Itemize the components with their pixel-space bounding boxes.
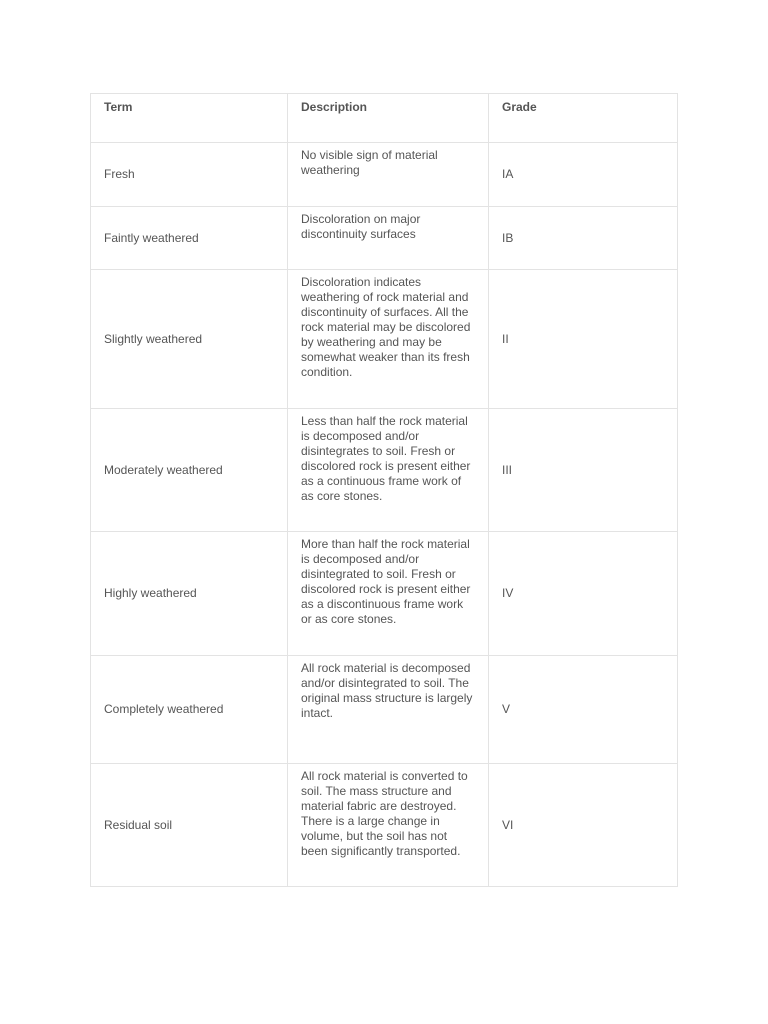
grade-cell: IA (489, 143, 678, 207)
table-row (91, 409, 678, 532)
term-cell: Completely weathered (91, 656, 288, 764)
table-row (91, 532, 678, 656)
grade-cell: IB (489, 207, 678, 270)
description-cell: More than half the rock material is decomposed and/or disintegrated to soil. Fresh or discolored rock is present either as a discontinuous frame work or as core stones. (288, 532, 489, 656)
table-row (91, 207, 678, 270)
description-cell: All rock material is decomposed and/or disintegrated to soil. The original mass structure is largely intact. (288, 656, 489, 764)
grade-cell: IV (489, 532, 678, 656)
header-term: Term (91, 94, 288, 143)
term-cell: Highly weathered (91, 532, 288, 656)
table-header-row (91, 94, 678, 143)
grade-cell: V (489, 656, 678, 764)
grade-cell: III (489, 409, 678, 532)
header-description: Description (288, 94, 489, 143)
header-grade: Grade (489, 94, 678, 143)
table-row (91, 143, 678, 207)
term-cell: Faintly weathered (91, 207, 288, 270)
term-cell: Slightly weathered (91, 270, 288, 409)
grade-cell: II (489, 270, 678, 409)
table-row (91, 656, 678, 764)
weathering-grade-table (90, 93, 678, 887)
term-cell: Fresh (91, 143, 288, 207)
term-cell: Residual soil (91, 764, 288, 887)
table-row (91, 764, 678, 887)
description-cell: Less than half the rock material is decomposed and/or disintegrates to soil. Fresh or discolored rock is present either as a continuous frame work of as core stones. (288, 409, 489, 532)
grade-cell: VI (489, 764, 678, 887)
description-cell: Discoloration indicates weathering of rock material and discontinuity of surfaces. All the rock material may be discolored by weathering and may be somewhat weaker than its fresh condition. (288, 270, 489, 409)
description-cell: No visible sign of material weathering (288, 143, 489, 207)
description-cell: Discoloration on major discontinuity surfaces (288, 207, 489, 270)
description-cell: All rock material is converted to soil. The mass structure and material fabric are destroyed. There is a large change in volume, but the soil has not been significantly transported. (288, 764, 489, 887)
table-row (91, 270, 678, 409)
term-cell: Moderately weathered (91, 409, 288, 532)
